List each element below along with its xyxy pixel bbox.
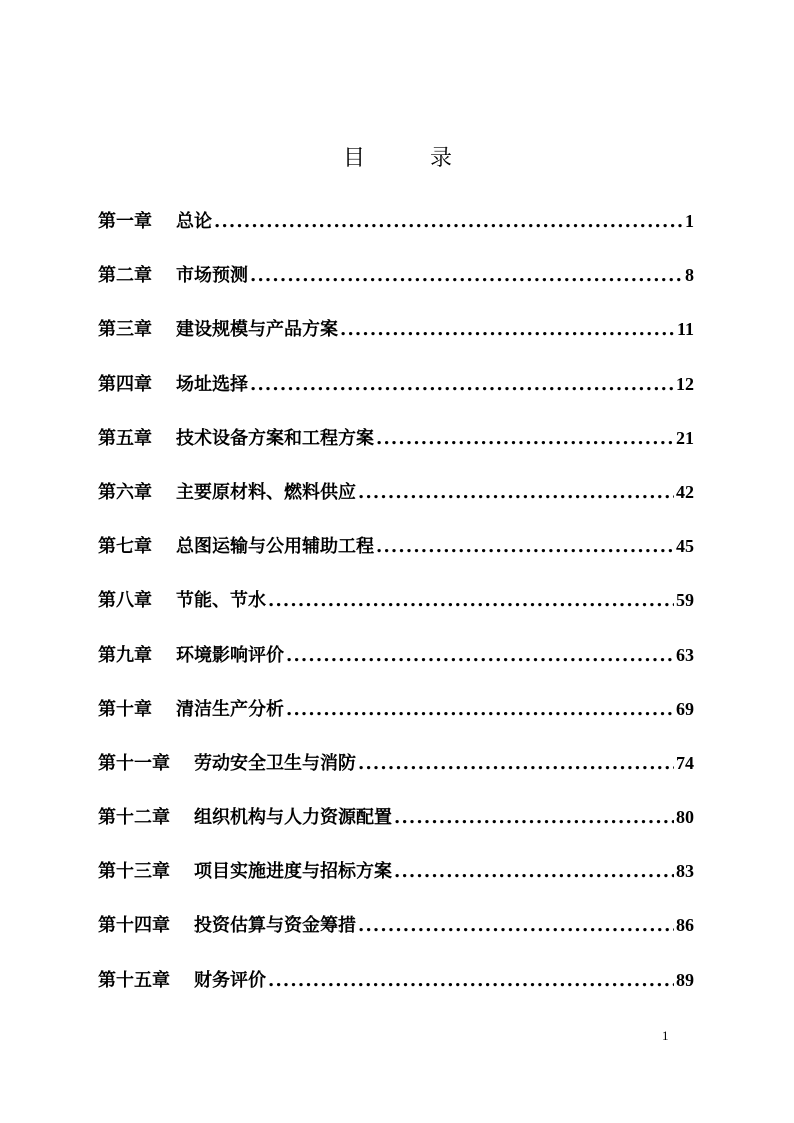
toc-entry-chapter-15[interactable] — [98, 963, 694, 1017]
toc-entry-chapter-4[interactable] — [98, 367, 694, 421]
page-reference: 1 — [685, 211, 694, 231]
chapter-number: 第十五章 — [98, 969, 170, 991]
chapter-number: 第十一章 — [98, 752, 170, 774]
toc-heading-char-1: 目 — [343, 146, 366, 171]
chapter-number: 第八章 — [98, 590, 152, 612]
chapter-number: 第十章 — [98, 698, 152, 720]
page-reference: 80 — [676, 807, 694, 828]
toc-entry-chapter-8[interactable] — [98, 583, 694, 637]
chapter-title: 财务评价 — [194, 969, 266, 991]
dot-leader — [394, 801, 674, 835]
page-reference: 42 — [676, 481, 694, 502]
chapter-title: 建设规模与产品方案 — [176, 319, 338, 341]
dot-leader — [358, 747, 674, 781]
dot-leader — [358, 476, 674, 510]
chapter-title: 组织机构与人力资源配置 — [194, 807, 392, 829]
page-reference: 12 — [676, 373, 694, 394]
dot-leader — [268, 584, 674, 618]
page-reference: 69 — [676, 698, 694, 719]
toc-entry-chapter-14[interactable] — [98, 908, 694, 962]
chapter-title: 总论 — [176, 211, 212, 232]
chapter-number: 第二章 — [98, 265, 152, 287]
toc-entry-chapter-9[interactable] — [98, 638, 694, 692]
toc-entry-chapter-7[interactable] — [98, 529, 694, 583]
chapter-number: 第七章 — [98, 536, 152, 558]
chapter-number: 第四章 — [98, 373, 152, 395]
toc-entry-chapter-6[interactable] — [98, 475, 694, 529]
toc-entry-chapter-13[interactable] — [98, 854, 694, 908]
toc-entry-chapter-1[interactable] — [98, 204, 694, 258]
chapter-title: 市场预测 — [176, 265, 248, 287]
chapter-title: 环境影响评价 — [176, 644, 284, 666]
chapter-title: 节能、节水 — [176, 590, 266, 612]
toc-heading-char-2: 录 — [430, 146, 453, 171]
toc-entry-chapter-10[interactable] — [98, 692, 694, 746]
toc-entry-chapter-11[interactable] — [98, 746, 694, 800]
toc-entry-chapter-3[interactable] — [98, 312, 694, 366]
dot-leader — [268, 964, 674, 998]
chapter-number: 第三章 — [98, 319, 152, 341]
chapter-title: 清洁生产分析 — [176, 698, 284, 720]
toc-heading — [0, 142, 794, 176]
chapter-number: 第五章 — [98, 427, 152, 449]
chapter-number: 第九章 — [98, 644, 152, 666]
dot-leader — [340, 313, 675, 347]
toc-entry-chapter-12[interactable] — [98, 800, 694, 854]
dot-leader — [358, 909, 674, 943]
page-reference: 45 — [676, 536, 694, 557]
chapter-title: 主要原材料、燃料供应 — [176, 481, 356, 503]
chapter-title: 项目实施进度与招标方案 — [194, 861, 392, 883]
dot-leader — [250, 368, 674, 402]
toc-entry-chapter-2[interactable] — [98, 258, 694, 312]
chapter-title: 投资估算与资金筹措 — [194, 915, 356, 937]
chapter-title: 劳动安全卫生与消防 — [194, 752, 356, 774]
page-reference: 21 — [676, 427, 694, 448]
page-number: 1 — [662, 1028, 669, 1043]
toc-list — [98, 204, 694, 1017]
page-reference: 8 — [685, 265, 694, 286]
dot-leader — [214, 205, 683, 239]
dot-leader — [286, 639, 674, 673]
dot-leader — [286, 693, 674, 727]
chapter-number: 第十二章 — [98, 807, 170, 829]
page-reference: 63 — [676, 644, 694, 665]
chapter-number: 第一章 — [98, 211, 152, 232]
dot-leader — [376, 422, 674, 456]
page-reference: 11 — [676, 319, 694, 340]
page-reference: 59 — [676, 590, 694, 611]
page-reference: 89 — [676, 969, 694, 990]
dot-leader — [394, 855, 674, 889]
chapter-title: 技术设备方案和工程方案 — [176, 427, 374, 449]
dot-leader — [376, 530, 674, 564]
toc-entry-chapter-5[interactable] — [98, 421, 694, 475]
chapter-number: 第十四章 — [98, 915, 170, 937]
chapter-title: 场址选择 — [176, 373, 248, 395]
chapter-number: 第十三章 — [98, 861, 170, 883]
page-reference: 74 — [676, 752, 694, 773]
chapter-number: 第六章 — [98, 481, 152, 503]
page-reference: 86 — [676, 915, 694, 936]
dot-leader — [250, 259, 683, 293]
chapter-title: 总图运输与公用辅助工程 — [176, 536, 374, 558]
page-reference: 83 — [676, 861, 694, 882]
